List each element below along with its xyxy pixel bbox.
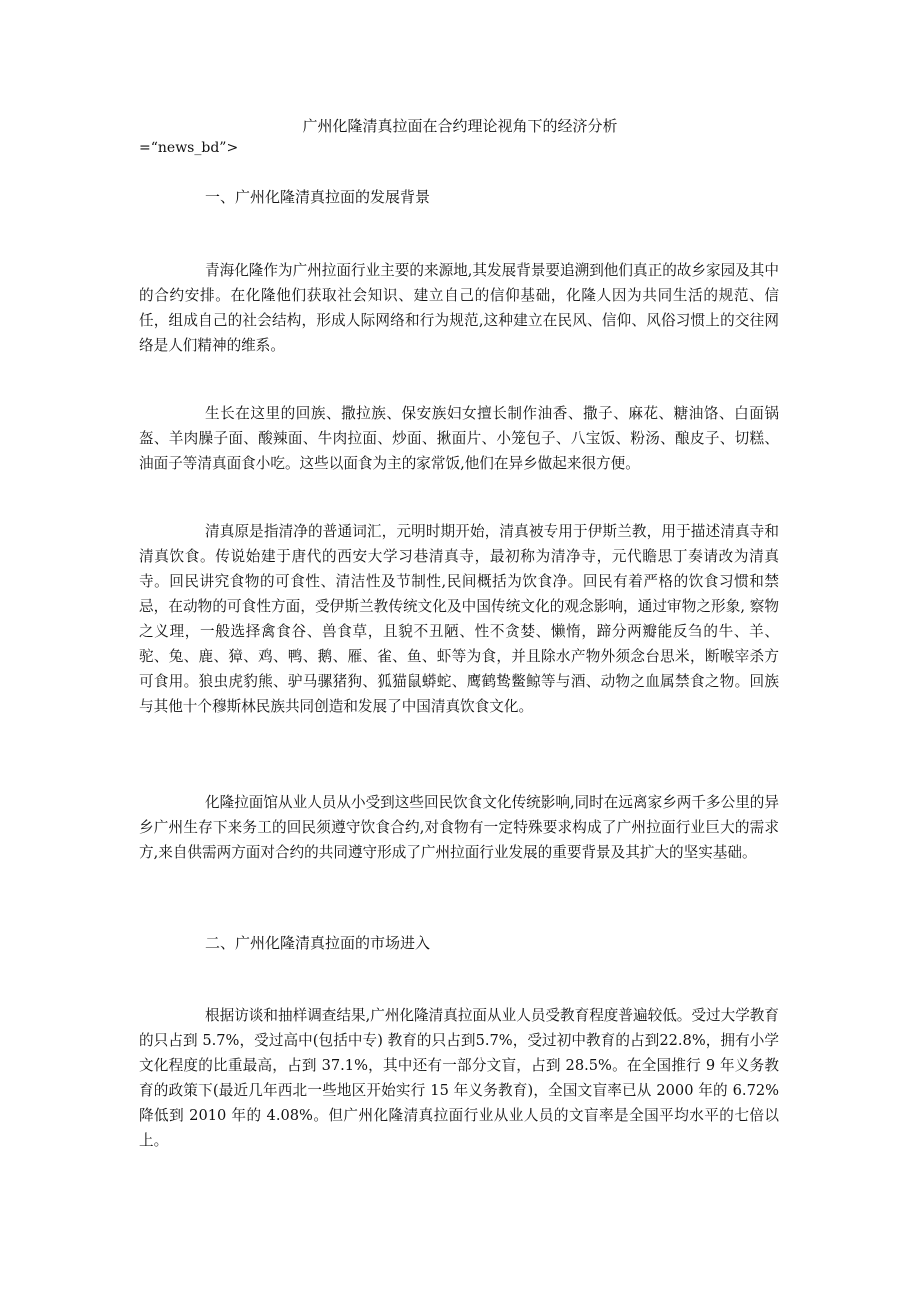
section-heading-1: 一、广州化隆清真拉面的发展背景 (205, 188, 431, 206)
paragraph: 根据访谈和抽样调查结果,广州化隆清真拉面从业人员受教育程度普遍较低。受过大学教育的只占到 5.7%，受过高中(包括中专) 教育的只占到5.7%，受过初中教育的占到22.8%，拥有小学文化程度的比重最高，占到 37.1%，其中还有一部分文盲，占到 28.5%。在全国推行 9 年义务教育的政策下(最近几年西北一些地区开始实行 15 年义务教育)，全国文盲率已从 2000 年的 6.72%降低到 2010 年的 4.08%。但广州化隆清真拉面行业从业人员的文盲率是全国平均水平的七倍以上。 (139, 1007, 779, 1149)
html-artifact-text: =“news_bd”> (139, 140, 239, 156)
paragraph: 化隆拉面馆从业人员从小受到这些回民饮食文化传统影响,同时在远离家乡两千多公里的异乡广州生存下来务工的回民须遵守饮食合约,对食物有一定特殊要求构成了广州拉面行业巨大的需求方,来自供需两方面对合约的共同遵守形成了广州拉面行业发展的重要背景及其扩大的坚实基础。 (139, 794, 779, 861)
paragraph: 生长在这里的回族、撒拉族、保安族妇女擅长制作油香、撒子、麻花、糖油饹、白面锅盔、羊肉臊子面、酸辣面、牛肉拉面、炒面、揪面片、小笼包子、八宝饭、粉汤、酿皮子、切糕、油面子等清真面食小吃。这些以面食为主的家常饭,他们在异乡做起来很方便。 (139, 405, 779, 472)
paragraph: 清真原是指清净的普通词汇，元明时期开始，清真被专用于伊斯兰教，用于描述清真寺和清真饮食。传说始建于唐代的西安大学习巷清真寺，最初称为清净寺，元代瞻思丁奏请改为清真寺。回民讲究食物的可食性、清洁性及节制性,民间概括为饮食净。回民有着严格的饮食习惯和禁忌，在动物的可食性方面，受伊斯兰教传统文化及中国传统文化的观念影响，通过审物之形象, 察物之义理，一般选择禽食谷、兽食草，且貌不丑陋、性不贪婪、懒惰，蹄分两瓣能反刍的牛、羊、驼、兔、鹿、獐、鸡、鸭、鹅、雁、雀、鱼、虾等为食，并且除水产物外须念台思米，断喉宰杀方可食用。狼虫虎豹熊、驴马骡猪狗、狐猫鼠蟒蛇、鹰鹤鸷鳖鲸等与酒、动物之血属禁食之物。回族与其他十个穆斯林民族共同创造和发展了中国清真饮食文化。 (139, 523, 779, 715)
document-title: 广州化隆清真拉面在合约理论视角下的经济分析 (302, 117, 618, 135)
section-heading-2: 二、广州化隆清真拉面的市场进入 (205, 934, 431, 952)
paragraph: 青海化隆作为广州拉面行业主要的来源地,其发展背景要追溯到他们真正的故乡家园及其中的合约安排。在化隆他们获取社会知识、建立自己的信仰基础，化隆人因为共同生活的规范、信任，组成自己的社会结构，形成人际网络和行为规范,这种建立在民风、信仰、风俗习惯上的交往网络是人们精神的维系。 (139, 262, 779, 354)
